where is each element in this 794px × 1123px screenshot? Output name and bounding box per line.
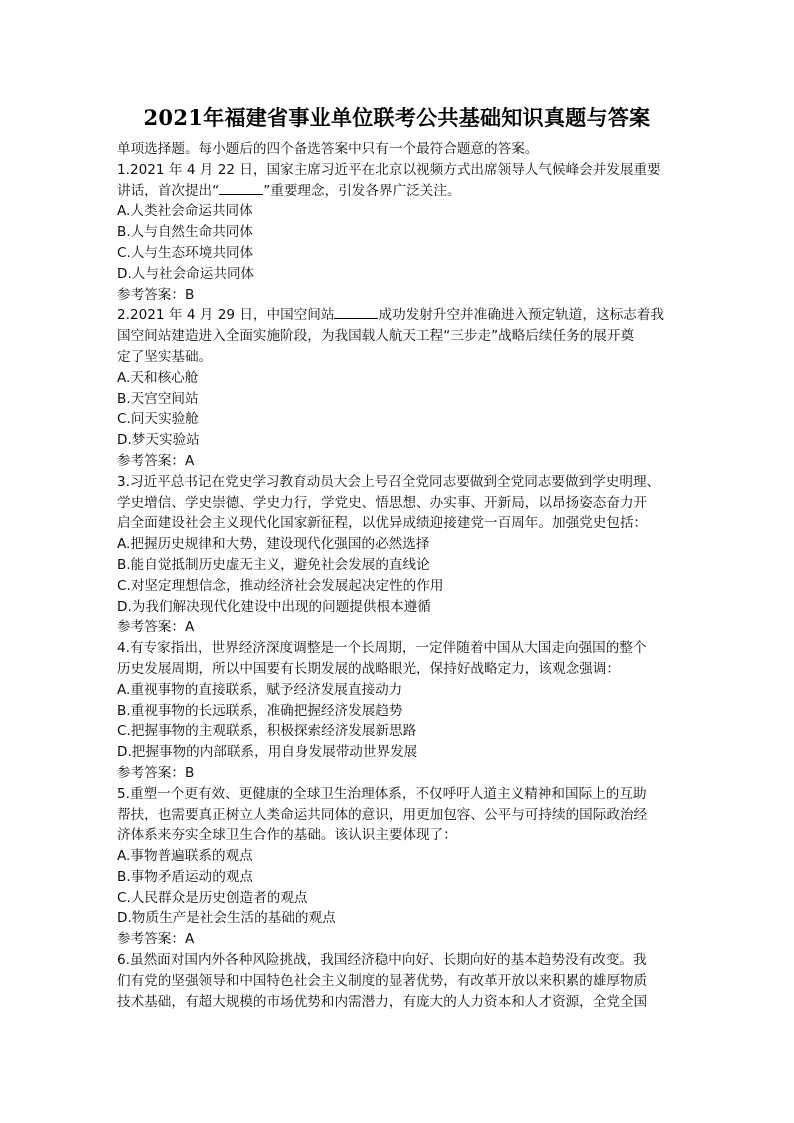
option-b: B.重视事物的长远联系，准确把握经济发展趋势	[117, 702, 403, 719]
question-2	[117, 305, 683, 471]
fill-in-blank	[334, 305, 378, 319]
option-d: D.把握事物的内部联系，用自身发展带动世界发展	[117, 744, 418, 761]
option-a: A.天和核心舱	[117, 369, 199, 386]
option-c: C.对坚定理想信念，推动经济社会发展起决定性的作用	[117, 577, 444, 594]
option-c: C.人民群众是历史创造者的观点	[117, 889, 308, 906]
question-stem-line: 们有党的坚强领导和中国特色社会主义制度的显著优势，有改革开放以来积累的雄厚物质	[117, 972, 648, 989]
document-title: 2021年福建省事业单位联考公共基础知识真题与答案	[143, 105, 651, 130]
question-stem-line: 3.习近平总书记在党史学习教育动员大会上号召全党同志要做到全党同志要做到学史明理、	[117, 473, 661, 490]
question-stem-line: 历史发展周期，所以中国要有长期发展的战略眼光，保持好战略定力，该观念强调：	[117, 660, 620, 677]
option-b: B.人与自然生命共同体	[117, 224, 253, 241]
question-stem-line: 6.虽然面对国内外各种风险挑战，我国经济稳中向好、长期向好的基本趋势没有改变。我	[117, 952, 647, 969]
fill-in-blank	[219, 181, 263, 195]
option-c: C.问天实验舱	[117, 411, 199, 428]
option-d: D.为我们解决现代化建设中出现的问题提供根本遵循	[117, 598, 431, 615]
option-c: C.人与生态环境共同体	[117, 244, 254, 261]
option-b: B.事物矛盾运动的观点	[117, 868, 253, 885]
question-stem-line: 学史增信、学史崇德、学史力行，学党史、悟思想、办实事、开新局，以昂扬姿态奋力开	[117, 494, 648, 511]
option-a: A.人类社会命运共同体	[117, 203, 253, 220]
option-d: D.梦天实验站	[117, 432, 200, 449]
reference-answer: 参考答案：A	[117, 452, 195, 469]
option-a: A.事物普遍联系的观点	[117, 848, 253, 865]
question-stem-line: 定了坚实基础。	[117, 348, 213, 365]
intro-text: 单项选择题。每小题后的四个备选答案中只有一个最符合题意的答案。	[117, 141, 539, 157]
question-number: 3.	[117, 473, 130, 490]
question-3	[117, 472, 683, 638]
question-6	[117, 950, 683, 1012]
option-c: C.把握事物的主观联系，积极探索经济发展新思路	[117, 723, 417, 740]
question-stem-line: 启全面建设社会主义现代化国家新征程，以优异成绩迎接建党一百周年。加强党史包括：	[117, 515, 648, 532]
question-stem-line: 2.2021 年 4 月 29 日，中国空间站 成功发射升空并准确进入预定轨道，这标志着我	[117, 307, 664, 324]
question-stem-line: 帮扶，也需要真正树立人类命运共同体的意识，用更加包容、公平与可持续的国际政治经	[117, 806, 648, 823]
question-5	[117, 784, 683, 950]
option-a: A.重视事物的直接联系，赋予经济发展直接动力	[117, 681, 403, 698]
option-b: B.能自觉抵制历史虚无主义，避免社会发展的直线论	[117, 556, 430, 573]
question-stem-line: 4.有专家指出，世界经济深度调整是一个长周期，一定伴随着中国从大国走向强国的整个	[117, 640, 647, 657]
question-number: 1.	[117, 161, 130, 178]
reference-answer: 参考答案：B	[117, 764, 195, 781]
question-stem-line: 讲话，首次提出“ ”重要理念，引发各界广泛关注。	[117, 182, 461, 199]
option-d: D.物质生产是社会生活的基础的观点	[117, 910, 336, 927]
option-a: A.把握历史规律和大势，建设现代化强国的必然选择	[117, 536, 430, 553]
document-body	[117, 139, 683, 1012]
question-number: 2.	[117, 307, 130, 324]
question-number: 4.	[117, 640, 130, 657]
reference-answer: 参考答案：A	[117, 931, 195, 948]
reference-answer: 参考答案：B	[117, 286, 195, 303]
question-4	[117, 638, 683, 784]
question-stem-line: 5.重塑一个更有效、更健康的全球卫生治理体系，不仅呼吁人道主义精神和国际上的互助	[117, 785, 647, 802]
question-stem-line: 国空间站建造进入全面实施阶段，为我国载人航天工程“三步走”战略后续任务的展开奠	[117, 328, 635, 345]
reference-answer: 参考答案：A	[117, 619, 195, 636]
option-d: D.人与社会命运共同体	[117, 265, 255, 282]
option-b: B.天宫空间站	[117, 390, 199, 407]
question-stem-line: 技术基础，有超大规模的市场优势和内需潜力，有庞大的人力资本和人才资源，全党全国	[117, 993, 648, 1010]
question-1	[117, 160, 683, 306]
question-number: 6.	[117, 952, 130, 969]
question-stem-line: 1.2021 年 4 月 22 日，国家主席习近平在北京以视频方式出席领导人气候峰会并发展重要	[117, 161, 661, 178]
question-number: 5.	[117, 785, 130, 802]
question-stem-line: 济体系来夯实全球卫生合作的基础。该认识主要体现了：	[117, 827, 457, 844]
